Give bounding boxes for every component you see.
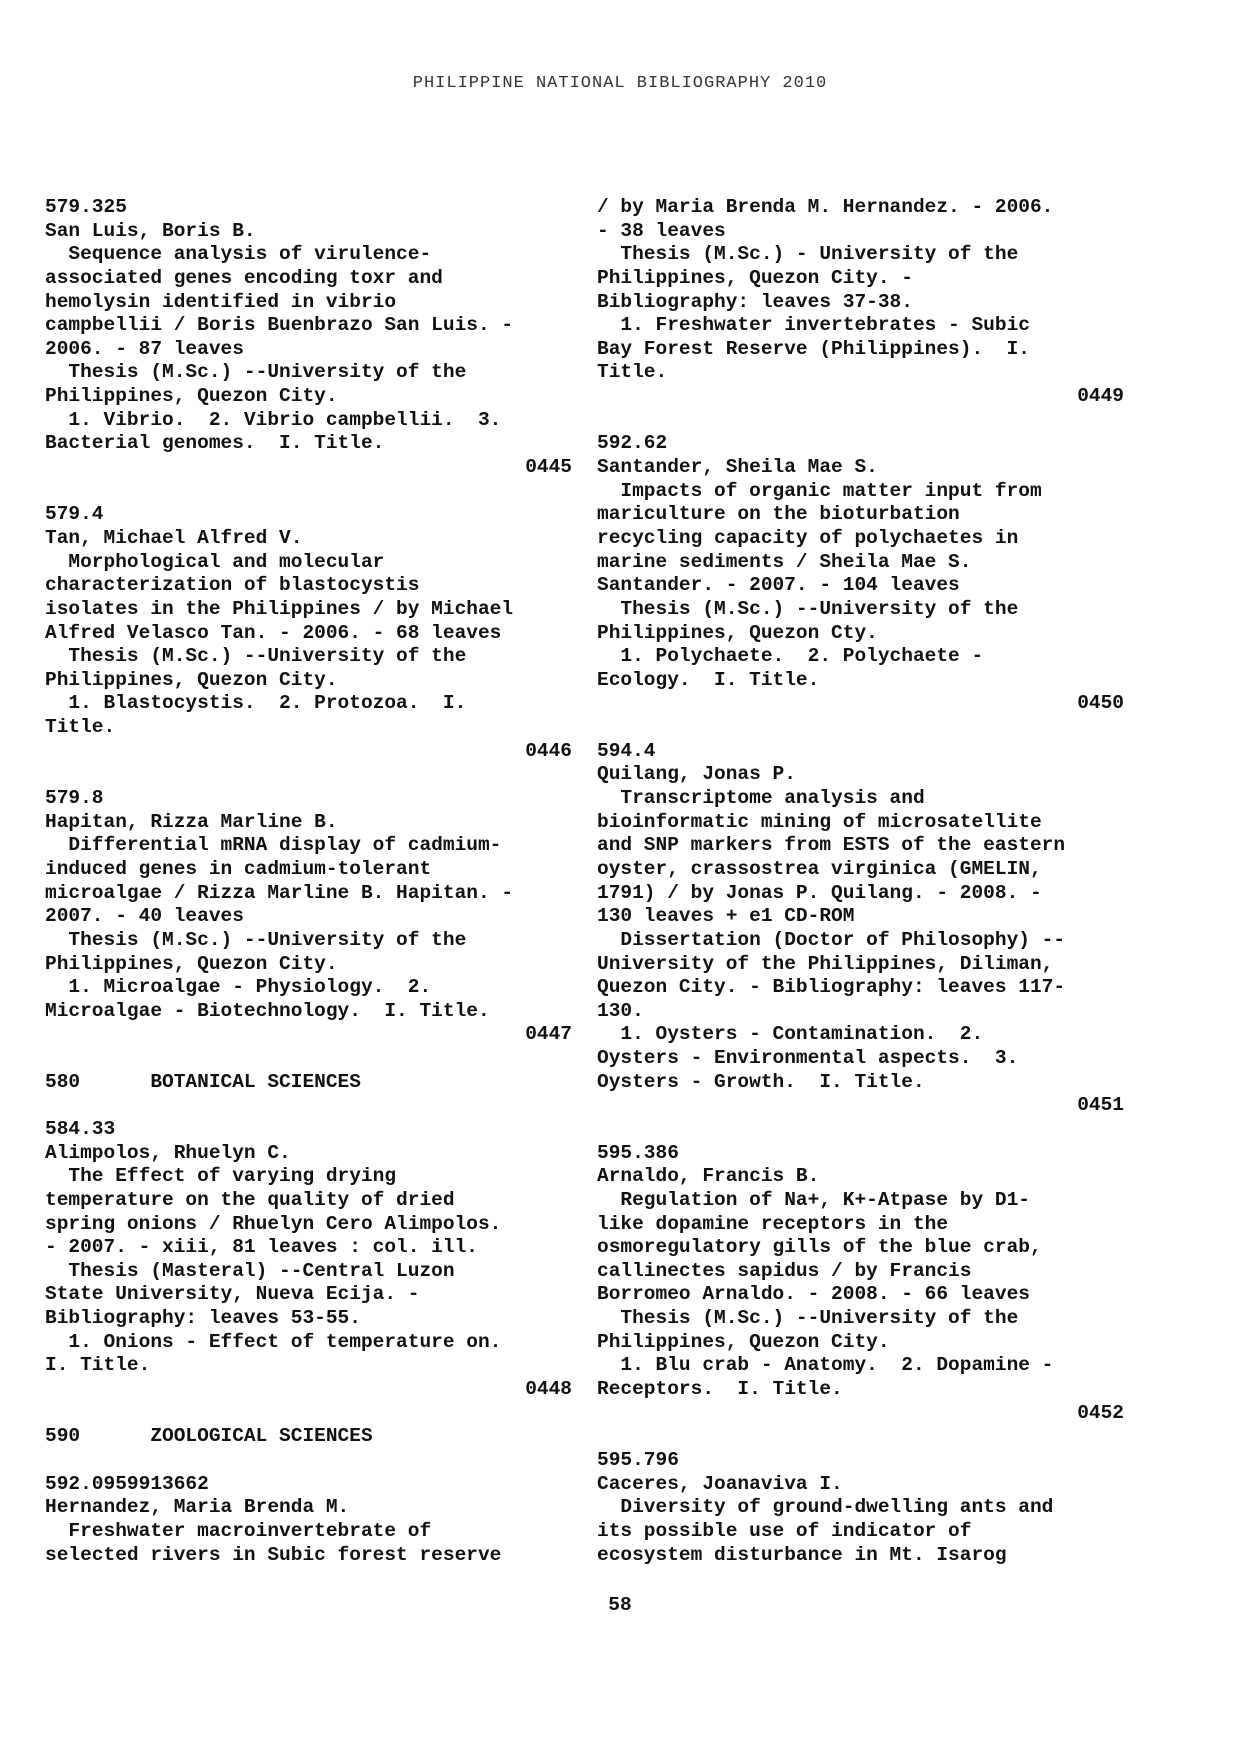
text-line: San Luis, Boris B. xyxy=(45,219,256,242)
text-line: 2006. - 87 leaves xyxy=(45,337,244,360)
text-line: microalgae / Rizza Marline B. Hapitan. - xyxy=(45,881,514,904)
text-line: campbellii / Boris Buenbrazo San Luis. - xyxy=(45,314,514,337)
text-line: Bacterial genomes. I. Title. xyxy=(45,432,385,455)
text-line: - 2007. - xiii, 81 leaves : col. ill. xyxy=(45,1236,478,1259)
text-line: Morphological and molecular xyxy=(45,550,385,573)
entry-number: 0451 xyxy=(1077,1094,1124,1117)
text-line: Arnaldo, Francis B. xyxy=(597,1165,820,1188)
text-line: and SNP markers from ESTS of the eastern xyxy=(597,834,1066,857)
entry-number: 0447 xyxy=(525,1023,572,1046)
text-line: Philippines, Quezon City. - xyxy=(597,266,913,289)
text-line: 1. Freshwater invertebrates - Subic xyxy=(597,314,1030,337)
text-line: Philippines, Quezon Cty. xyxy=(597,621,878,644)
entry-number: 0446 xyxy=(525,739,572,762)
text-line: Bibliography: leaves 37-38. xyxy=(597,290,913,313)
text-line: temperature on the quality of dried xyxy=(45,1188,455,1211)
text-line xyxy=(45,1094,575,1118)
text-line: Transcriptome analysis and xyxy=(597,787,925,810)
text-line: spring onions / Rhuelyn Cero Alimpolos. xyxy=(45,1212,502,1235)
text-line: 580 BOTANICAL SCIENCES xyxy=(45,1070,361,1093)
text-line: oyster, crassostrea virginica (GMELIN, xyxy=(597,857,1042,880)
entry-number: 0449 xyxy=(1077,385,1124,408)
text-line: Alfred Velasco Tan. - 2006. - 68 leaves xyxy=(45,621,502,644)
text-line: like dopamine receptors in the xyxy=(597,1212,949,1235)
text-line: / by Maria Brenda M. Hernandez. - 2006. xyxy=(597,196,1054,218)
text-line: Thesis (M.Sc.) --University of the xyxy=(45,361,467,384)
text-line: Philippines, Quezon City. xyxy=(45,952,338,975)
text-line: Sequence analysis of virulence- xyxy=(45,243,432,266)
text-line: Dissertation (Doctor of Philosophy) -- xyxy=(597,928,1066,951)
text-line: Bay Forest Reserve (Philippines). I. xyxy=(597,337,1030,360)
text-line: Oysters - Environmental aspects. 3. xyxy=(597,1047,1019,1070)
text-line: 1. Blu crab - Anatomy. 2. Dopamine - xyxy=(597,1354,1054,1377)
text-line xyxy=(597,409,1127,433)
left-column xyxy=(45,196,575,1567)
text-line: Alimpolos, Rhuelyn C. xyxy=(45,1141,291,1164)
text-line: Oysters - Growth. I. Title. xyxy=(597,1070,925,1093)
page-header: PHILIPPINE NATIONAL BIBLIOGRAPHY 2010 xyxy=(412,74,828,93)
text-line: Receptors. I. Title. xyxy=(597,1378,843,1401)
text-line: ecosystem disturbance in Mt. Isarog xyxy=(597,1543,1007,1566)
text-line: The Effect of varying drying xyxy=(45,1165,397,1188)
text-line: characterization of blastocystis xyxy=(45,574,420,597)
text-line xyxy=(45,480,575,504)
text-line: marine sediments / Sheila Mae S. xyxy=(597,550,972,573)
text-line xyxy=(597,716,1127,740)
text-line: 584.33 xyxy=(45,1117,116,1140)
text-line xyxy=(45,1402,575,1426)
text-line: Tan, Michael Alfred V. xyxy=(45,526,303,549)
text-line: Thesis (M.Sc.) --University of the xyxy=(45,645,467,668)
text-line: 595.796 xyxy=(597,1448,679,1471)
text-line: 1. Microalgae - Physiology. 2. xyxy=(45,976,432,999)
text-line: Philippines, Quezon City. xyxy=(45,385,338,408)
text-line: selected rivers in Subic forest reserve xyxy=(45,1543,502,1566)
text-line: 595.386 xyxy=(597,1141,679,1164)
text-line: Borromeo Arnaldo. - 2008. - 66 leaves xyxy=(597,1283,1030,1306)
entry-number: 0450 xyxy=(1077,692,1124,715)
text-line: osmoregulatory gills of the blue crab, xyxy=(597,1236,1042,1259)
entry-number: 0452 xyxy=(1077,1401,1124,1424)
text-line: Differential mRNA display of cadmium- xyxy=(45,834,502,857)
text-line: Title. xyxy=(597,361,668,384)
text-line: Thesis (M.Sc.) --University of the xyxy=(45,928,467,951)
text-line: 1. Vibrio. 2. Vibrio campbellii. 3. xyxy=(45,408,502,431)
text-line: 592.0959913662 xyxy=(45,1472,209,1495)
text-line: Caceres, Joanaviva I. xyxy=(597,1472,843,1495)
text-line: 130 leaves + e1 CD-ROM xyxy=(597,905,855,928)
right-column xyxy=(597,196,1127,1567)
text-line: Regulation of Na+, K+-Atpase by D1- xyxy=(597,1188,1030,1211)
text-line: Santander, Sheila Mae S. xyxy=(597,456,878,479)
text-line: Microalgae - Biotechnology. I. Title. xyxy=(45,999,490,1022)
text-line: Thesis (Masteral) --Central Luzon xyxy=(45,1259,455,1282)
text-line: associated genes encoding toxr and xyxy=(45,266,443,289)
text-line: 590 ZOOLOGICAL SCIENCES xyxy=(45,1425,373,1448)
text-line: induced genes in cadmium-tolerant xyxy=(45,857,432,880)
text-line: 2007. - 40 leaves xyxy=(45,905,244,928)
text-line: recycling capacity of polychaetes in xyxy=(597,526,1019,549)
text-line: bioinformatic mining of microsatellite xyxy=(597,810,1042,833)
text-line: University of the Philippines, Diliman, xyxy=(597,952,1054,975)
text-line xyxy=(597,1118,1127,1142)
text-line: isolates in the Philippines / by Michael xyxy=(45,597,514,620)
text-line: Impacts of organic matter input from xyxy=(597,479,1042,502)
text-line: 579.4 xyxy=(45,503,104,526)
entry-number: 0445 xyxy=(525,456,572,479)
text-line xyxy=(45,1449,575,1473)
text-line: Thesis (M.Sc.) --University of the xyxy=(597,597,1019,620)
text-line: Ecology. I. Title. xyxy=(597,668,820,691)
text-line: 130. xyxy=(597,999,644,1022)
text-line: Freshwater macroinvertebrate of xyxy=(45,1519,432,1542)
text-line: Quilang, Jonas P. xyxy=(597,763,796,786)
text-line: 594.4 xyxy=(597,739,656,762)
text-line: State University, Nueva Ecija. - xyxy=(45,1283,420,1306)
text-line: callinectes sapidus / by Francis xyxy=(597,1259,972,1282)
text-line: Philippines, Quezon City. xyxy=(45,668,338,691)
text-line: its possible use of indicator of xyxy=(597,1519,972,1542)
text-line: 1791) / by Jonas P. Quilang. - 2008. - xyxy=(597,881,1042,904)
text-line: 1. Oysters - Contamination. 2. xyxy=(597,1023,984,1046)
text-line: Hernandez, Maria Brenda M. xyxy=(45,1496,350,1519)
text-line: - 38 leaves xyxy=(597,219,726,242)
text-line: mariculture on the bioturbation xyxy=(597,503,960,526)
text-line: Thesis (M.Sc.) - University of the xyxy=(597,243,1019,266)
text-line: Bibliography: leaves 53-55. xyxy=(45,1307,361,1330)
text-line xyxy=(597,1425,1127,1449)
text-line: Santander. - 2007. - 104 leaves xyxy=(597,574,960,597)
page-number: 58 xyxy=(608,1594,632,1616)
text-line: Philippines, Quezon City. xyxy=(597,1330,890,1353)
text-line: 1. Blastocystis. 2. Protozoa. I. xyxy=(45,692,467,715)
text-line: I. Title. xyxy=(45,1354,151,1377)
text-line: Thesis (M.Sc.) --University of the xyxy=(597,1307,1019,1330)
text-line: 579.325 xyxy=(45,196,127,218)
text-line: Quezon City. - Bibliography: leaves 117- xyxy=(597,976,1066,999)
entry-number: 0448 xyxy=(525,1378,572,1401)
text-line: 579.8 xyxy=(45,787,104,810)
text-line: 592.62 xyxy=(597,432,668,455)
text-line xyxy=(45,1047,575,1071)
text-line xyxy=(45,763,575,787)
text-line: Title. xyxy=(45,716,116,739)
text-line: Diversity of ground-dwelling ants and xyxy=(597,1496,1054,1519)
text-line: Hapitan, Rizza Marline B. xyxy=(45,810,338,833)
text-line: 1. Onions - Effect of temperature on. xyxy=(45,1330,502,1353)
text-line: hemolysin identified in vibrio xyxy=(45,290,397,313)
text-line: 1. Polychaete. 2. Polychaete - xyxy=(597,645,984,668)
